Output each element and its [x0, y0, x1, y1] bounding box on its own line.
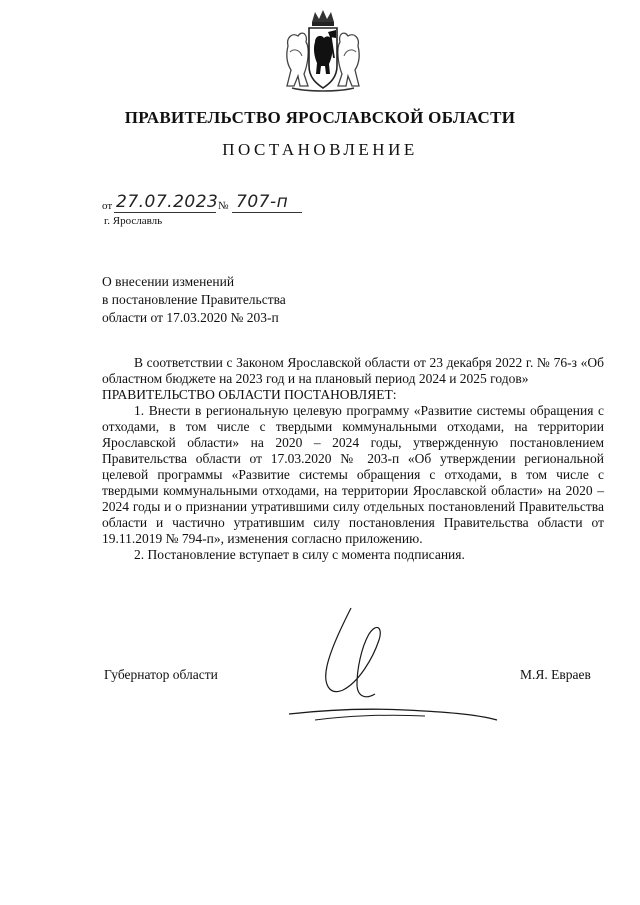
subject-line: в постановление Правительства	[102, 292, 286, 307]
document-subject	[102, 273, 286, 327]
document-type: ПОСТАНОВЛЕНИЕ	[222, 140, 418, 159]
signer-name: М.Я. Евраев	[520, 667, 591, 682]
subject-line: области от 17.03.2020 № 203-п	[102, 310, 279, 325]
date-prefix: от	[102, 200, 113, 212]
subject-line: О внесении изменений	[102, 274, 235, 289]
city: г. Ярославль	[104, 215, 163, 227]
handwritten-date: 27.07.2023	[116, 192, 219, 212]
preamble-paragraph: В соответствии с Законом Ярославской области от 23 декабря 2022 г. № 76-з «Об областном бюджете на 2023 год и на плановый период 2024 и 2025 годов»	[102, 355, 604, 386]
number-prefix: №	[218, 200, 229, 212]
handwritten-signature	[285, 600, 500, 740]
item-1-paragraph: 1. Внести в региональную целевую программу «Развитие системы обращения с отходами, в том числе с твердыми коммунальными отходами, на территории Ярославской области» на 2020 – 2024 годы, утвержденную постановлением Правительства области от 17.03.2020 № 203-п «Об утверждении региональной целевой программы «Развитие системы обращения с отходами, в том числе с твердыми коммунальными отходами, на территории Ярославской области» на 2020 – 2024 годы и о признании утратившими силу отдельных постановлений Правительства области и частично утратившим силу постановления Правительства области от 19.11.2019 № 794-п», изменения согласно приложению.	[102, 403, 604, 546]
date-underline	[114, 212, 216, 213]
number-underline	[232, 212, 302, 213]
item-2-paragraph: 2. Постановление вступает в силу с момента подписания.	[134, 547, 465, 562]
document-body	[102, 355, 604, 563]
signer-title: Губернатор области	[104, 667, 218, 682]
resolves-heading: ПРАВИТЕЛЬСТВО ОБЛАСТИ ПОСТАНОВЛЯЕТ:	[102, 387, 397, 402]
coat-of-arms-emblem	[282, 8, 364, 94]
organization-name: ПРАВИТЕЛЬСТВО ЯРОСЛАВСКОЙ ОБЛАСТИ	[124, 108, 516, 127]
handwritten-number: 707-п	[236, 192, 289, 212]
date-number-line	[102, 192, 302, 216]
